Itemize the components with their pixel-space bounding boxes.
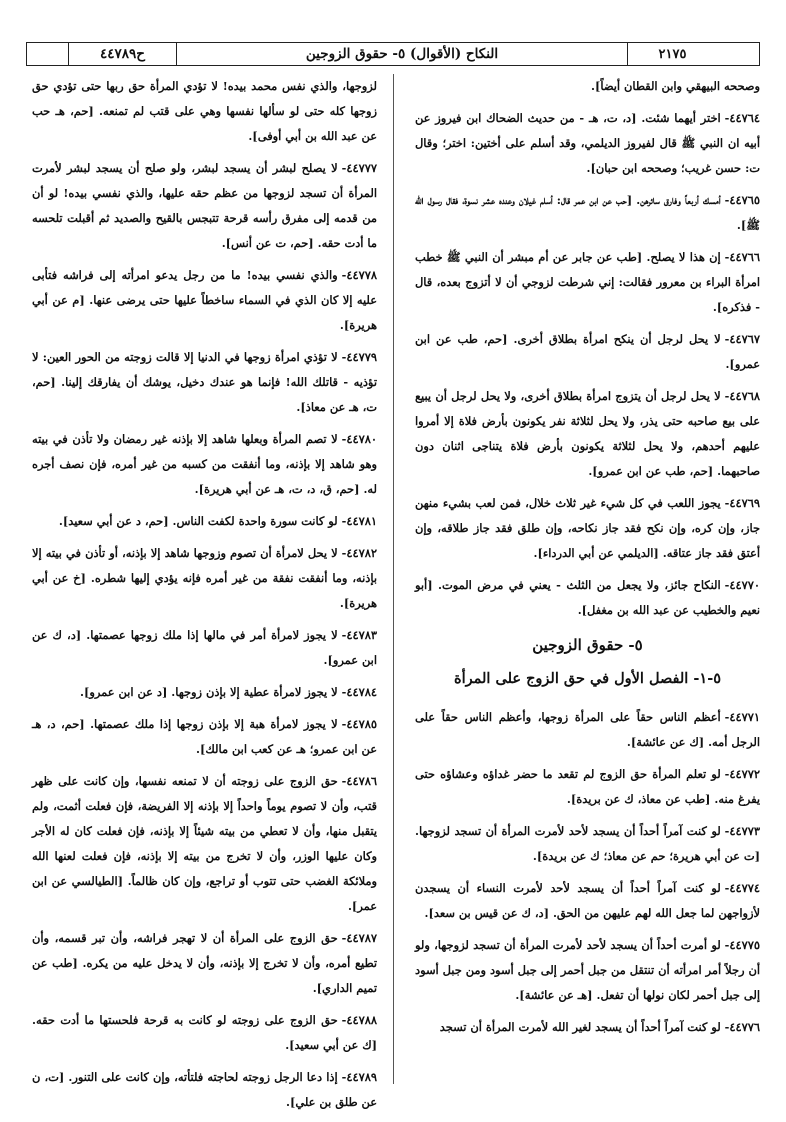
hadith-text: حق الزوج على المرأة أن لا تهجر فراشه، وأن تبر قسمه، وأن تطيع أمره، وأن لا تخرج إلا بإذنه، وأن لا يدخل عليه من يكره. [طب عن تميم الداري]. (32, 931, 377, 995)
hadith-text: إن هذا لا يصلح. [طب عن جابر عن أم مبشر أن النبي ﷺ خطب امرأة البراء بن معرور فقالت: إني شرطت لزوجي أن لا أتزوج بعده، قال - فذكره]. (415, 250, 760, 314)
hadith-entry (32, 345, 377, 420)
left-column (32, 74, 377, 1122)
hadith-text: لو كنت آمراً أحداً أن يسجد لغير الله لأمرت المرأة أن تسجد (439, 1020, 721, 1034)
hadith-entry (415, 245, 760, 320)
column-divider (393, 74, 394, 1084)
hadith-text: لو أمرت أحداً أن يسجد لأحد لأمرت المرأة أن تسجد لزوجها، ولو أن رجلاً أمر امرأته أن تنتقل من جبل أحمر إلى جبل أسود ومن جبل أسود إلى جبل أحمر لكان نولها أن تفعل. [هـ عن عائشة]. (415, 938, 760, 1002)
hadith-number: ٤٤٧٦٤- (724, 111, 760, 125)
hadith-text: لا يجوز لامرأة هبة إلا بإذن زوجها إذا ملك عصمتها. [حم، د، هـ عن ابن عمرو؛ هـ عن كعب ابن مالك]. (32, 717, 377, 756)
header-range-cell: ٢١٧٥ (627, 43, 717, 65)
header-blank-cell-left (27, 43, 69, 65)
hadith-number: ٤٤٧٧٤- (724, 881, 760, 895)
hadith-text: لو كنت آمراً أحداً أن يسجد لأحد لأمرت النساء أن يسجدن لأزواجهن لما جعل الله لهم عليهن من الحق. [د، ك عن قيس بن سعد]. (415, 881, 760, 920)
hadith-entry (32, 427, 377, 502)
hadith-number: ٤٤٧٨٥- (341, 717, 377, 731)
header-blank-cell (717, 43, 759, 65)
hadith-number: ٤٤٧٧٢- (724, 767, 760, 781)
hadith-list (415, 705, 760, 1040)
hadith-number: ٤٤٧٧٧- (341, 161, 377, 175)
hadith-entry (415, 188, 760, 238)
hadith-number: ٤٤٧٨٨- (341, 1013, 377, 1027)
hadith-text: لو كنت آمراً أحداً أن يسجد لأحد لأمرت المرأة أن تسجد لزوجها. [ت عن أبي هريرة؛ حم عن معاذ؛ ك عن بريدة]. (415, 824, 760, 863)
hadith-number: ٤٤٧٧١- (724, 710, 760, 724)
subsection-title: ٥-١- الفصل الأول في حق الزوج على المرأة (453, 670, 722, 687)
hadith-text: لو تعلم المرأة حق الزوج لم تقعد ما حضر غداؤه وعشاؤه حتى يفرغ منه. [طب عن معاذ، ك عن بريدة]. (415, 767, 760, 806)
hadith-text: لا يصلح لبشر أن يسجد لبشر، ولو صلح أن يسجد لبشر لأمرت المرأة أن تسجد لزوجها من عظم حقه عليها، والذي نفسي بيده! لو أن من قدمه إلى مفرق رأسه قرحة تتبجس بالقيح والصديد ثم أقبلت تلحسه ما أدت حقه. [حم، ت عن أنس]. (32, 161, 377, 250)
hadith-number: ٤٤٧٨٦- (341, 774, 377, 788)
hadith-entry (32, 1008, 377, 1058)
hadith-entry (415, 106, 760, 181)
hadith-text: لا يجوز لامرأة عطية إلا بإذن زوجها. [د عن ابن عمرو]. (79, 685, 338, 699)
hadith-number: ٤٤٧٧٦- (724, 1020, 760, 1034)
hadith-text: يجوز اللعب في كل شيء غير ثلاث خلال، فمن لعب بشيء منهن جاز، وإن كره، وإن نكح فقد جاز نكاحه، وإن طلق فقد جاز طلاقه، وإن أعتق فقد جاز عتاقه. [الديلمي عن أبي الدرداء]. (415, 496, 760, 560)
hadith-text: لا يحل لرجل أن يتزوج امرأة بطلاق أخرى، ولا يحل لرجل أن يبيع على بيع صاحبه حتى يذر، ولا يحل لثلاثة نفر يكونون بأرض فلاة إلا أمروا عليهم أحدهم، ولا يحل لثلاثة يكونون بأرض فلاة يتناجى اثنان دون صاحبهما. [حم، طب عن ابن عمرو]. (415, 389, 760, 478)
hadith-entry (32, 263, 377, 338)
hadith-entry (32, 769, 377, 919)
hadith-text: النكاح جائز، ولا يجعل من الثلث - يعني في مرض الموت. [أبو نعيم والخطيب عن عبد الله بن مغفل]. (415, 578, 760, 617)
header-title: النكاح (الأقوال) ٥- حقوق الزوجين (305, 46, 499, 62)
hadith-number: ٤٤٧٦٦- (724, 250, 760, 264)
hadith-entry (415, 327, 760, 377)
hadith-number: ٤٤٧٧٠- (724, 578, 760, 592)
hadith-number: ٤٤٧٧٣- (724, 824, 760, 838)
hadith-text: لو كانت سورة واحدة لكفت الناس. [حم، د عن أبي سعيد]. (58, 514, 338, 528)
hadith-number: ٤٤٧٨٤- (341, 685, 377, 699)
hadith-number: ٤٤٧٧٨- (341, 268, 377, 282)
hadith-number: ٤٤٧٦٨- (724, 389, 760, 403)
hadith-entry (415, 491, 760, 566)
hadith-number: ٤٤٧٧٥- (724, 938, 760, 952)
hadith-text: حق الزوج على زوجته أن لا تمنعه نفسها، وإن كانت على ظهر قتب، وأن لا تصوم يوماً واحداً إلا بإذنه إلا الفريضة، فإن فعلت أثمت، ولم يتقبل منها، وأن لا تعطي من بيته شيئاً إلا بإذنه، فإن فعلت كان له الأجر وكان عليها الوزر، وأن لا تخرج من بيته إلا بإذنه، فإن فعلت لعنها الله وملائكة الغضب حتى تتوب أو تراجع، وإن كان ظالماً. [الطيالسي عن ابن عمر]. (32, 774, 377, 913)
hadith-entry (32, 712, 377, 762)
hadith-text: لا تؤذي امرأة زوجها في الدنيا إلا قالت زوجته من الحور العين: لا تؤذيه - قاتلك الله! فإنما هو عندك دخيل، يوشك أن يفارقك إلينا. [حم، ت، هـ عن معاذ]. (32, 350, 377, 414)
continued-text: وصححه البيهقي وابن القطان أيضاً]. (591, 79, 760, 93)
hadith-list (32, 156, 377, 1115)
hadith-text: أعظم الناس حقاً على المرأة زوجها، وأعظم الناس حقاً على الرجل أمه. [ك عن عائشة]. (415, 710, 760, 749)
hadith-text: إذا دعا الرجل زوجته لحاجته فلتأته، وإن كانت على التنور. [ت، ن عن طلق بن علي]. (32, 1070, 377, 1109)
hadith-entry (415, 384, 760, 484)
hadith-entry (415, 876, 760, 926)
hadith-entry (415, 819, 760, 869)
hadith-text: لا يجوز لامرأة أمر في مالها إذا ملك زوجها عصمتها. [د، ك عن ابن عمرو]. (32, 628, 377, 667)
hadith-list (415, 106, 760, 623)
hadith-entry (415, 705, 760, 755)
page-header (26, 42, 760, 66)
hadith-text: لا يحل لرجل أن ينكح امرأة بطلاق أخرى. [حم، طب عن ابن عمرو]. (415, 332, 760, 371)
hadith-entry (32, 926, 377, 1001)
hadith-entry (415, 1015, 760, 1040)
hadith-number: ٤٤٧٧٩- (341, 350, 377, 364)
hadith-entry (32, 680, 377, 705)
section-title: ٥- حقوق الزوجين (532, 636, 643, 654)
hadith-entry (415, 762, 760, 812)
hadith-number: ٤٤٧٨٩- (341, 1070, 377, 1084)
hadith-entry (32, 623, 377, 673)
hadith-number: ٤٤٧٨١- (341, 514, 377, 528)
hadith-entry (415, 933, 760, 1008)
hadith-number: ٤٤٧٨٠- (341, 432, 377, 446)
hadith-entry (415, 573, 760, 623)
hadith-number: ٤٤٧٦٩- (724, 496, 760, 510)
hadith-text: لا تصم المرأة وبعلها شاهد إلا بإذنه غير رمضان ولا تأذن في بيته وهو شاهد إلا بإذنه، وما أنفقت من كسبه من غير أمره، فإن نصف أجره له. [حم، ق، د، ت، هـ عن أبي هريرة]. (32, 432, 377, 496)
hadith-entry (32, 156, 377, 256)
hadith-number: ٤٤٧٨٧- (341, 931, 377, 945)
hadith-text: حق الزوج على زوجته لو كانت به قرحة فلحستها ما أدت حقه. [ك عن أبي سعيد]. (32, 1013, 377, 1052)
hadith-entry (32, 541, 377, 616)
hadith-number: ٤٤٧٨٢- (341, 546, 377, 560)
hadith-text: لا يحل لامرأة أن تصوم وزوجها شاهد إلا بإذنه، أو تأذن في بيته إلا بإذنه، وما أنفقت نفقة من غير أمره فإنه يؤدي إليها شطره. [خ عن أبي هريرة]. (32, 546, 377, 610)
hadith-number: ٤٤٧٦٧- (724, 332, 760, 346)
hadith-number: ٤٤٧٦٥- (724, 193, 760, 207)
hadith-text: والذي نفسي بيده! ما من رجل يدعو امرأته إلى فراشه فتأبى عليه إلا كان الذي في السماء ساخطاً عليها حتى يرضى عنها. [م عن أبي هريرة]. (32, 268, 377, 332)
continued-text: لزوجها، والذي نفس محمد بيده! لا تؤدي المرأة حق ربها حتى تؤدي حق زوجها كله حتى لو سألها نفسها وهي على قتب لم تمنعه. [حم، هـ حب عن عبد الله بن أبي أوفى]. (32, 79, 377, 143)
hadith-entry (32, 509, 377, 534)
hadith-number: ٤٤٧٨٣- (341, 628, 377, 642)
right-column (415, 74, 760, 1047)
header-hadith-range: ح٤٤٧٨٩ (69, 43, 177, 65)
hadith-text: اختر أيهما شئت. [د، ت، هـ - من حديث الضحاك ابن فيروز عن أبيه ان النبي ﷺ قال لفيروز الديلمي، وقد أسلم على أختين: اختر؛ وقال ت: حسن غريب؛ وصححه ابن حبان]. (415, 111, 760, 175)
hadith-text: أمسك أربعاً وفارق سائرهن. [حب عن ابن عمر قال: أسلم غيلان وعنده عشر نسوة، فقال رسول الله ﷺ]. (415, 193, 760, 232)
